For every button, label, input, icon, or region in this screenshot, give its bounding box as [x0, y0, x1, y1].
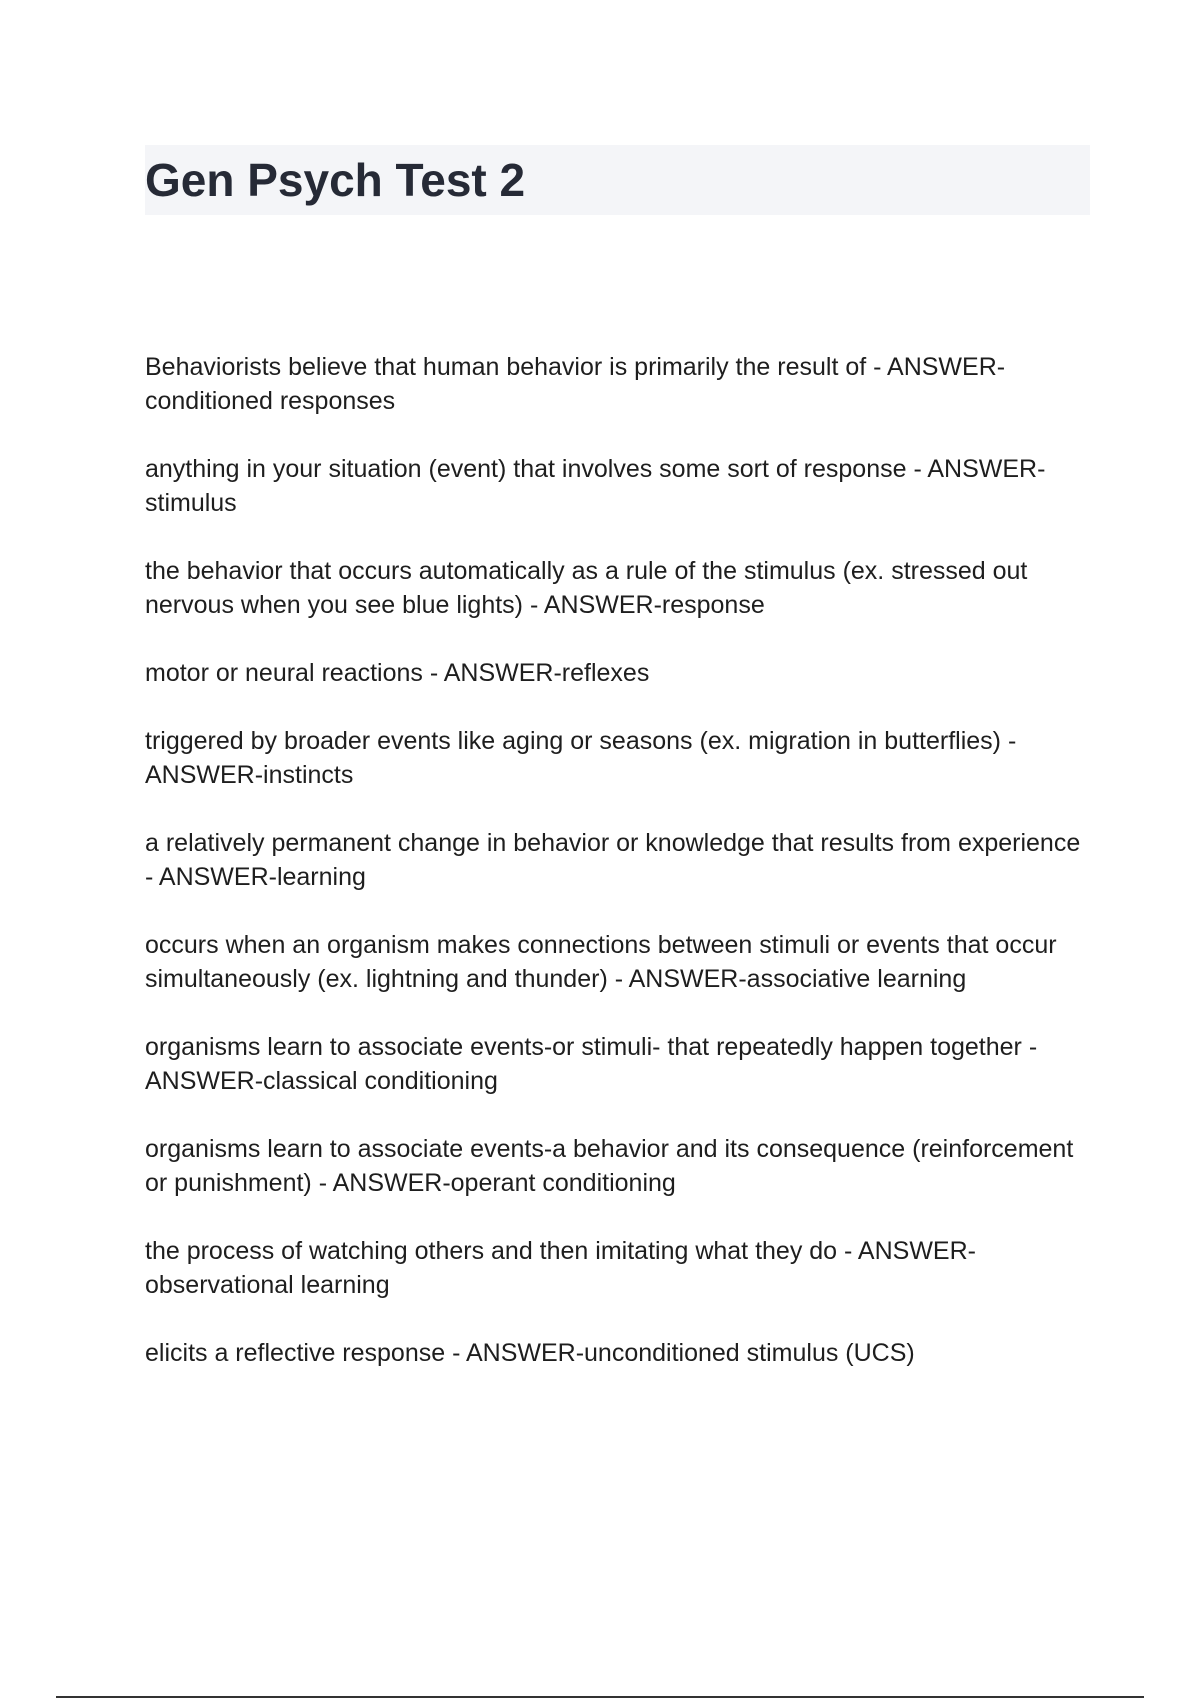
- footer-divider: [56, 1696, 1144, 1698]
- qa-item: motor or neural reactions - ANSWER-reflexes: [145, 659, 650, 687]
- qa-item: the process of watching others and then imitating what they do - ANSWER-observational learning: [145, 1237, 976, 1299]
- title-banner: [145, 145, 1090, 215]
- qa-item: Behaviorists believe that human behavior is primarily the result of - ANSWER-conditioned responses: [145, 353, 1006, 415]
- qa-item: organisms learn to associate events-or stimuli- that repeatedly happen together - ANSWER-classical conditioning: [145, 1033, 1038, 1095]
- qa-list: [145, 350, 1090, 1404]
- qa-item: triggered by broader events like aging or seasons (ex. migration in butterflies) - ANSWER-instincts: [145, 727, 1017, 789]
- qa-item: elicits a reflective response - ANSWER-unconditioned stimulus (UCS): [145, 1339, 915, 1367]
- qa-item: the behavior that occurs automatically as a rule of the stimulus (ex. stressed out nervous when you see blue lights) - ANSWER-response: [145, 557, 1028, 619]
- qa-item: occurs when an organism makes connections between stimuli or events that occur simultaneously (ex. lightning and thunder) - ANSWER-associative learning: [145, 931, 1057, 993]
- qa-item: organisms learn to associate events-a behavior and its consequence (reinforcement or punishment) - ANSWER-operant conditioning: [145, 1135, 1074, 1197]
- qa-item: anything in your situation (event) that involves some sort of response - ANSWER-stimulus: [145, 455, 1046, 517]
- qa-item: a relatively permanent change in behavior or knowledge that results from experience - ANSWER-learning: [145, 829, 1081, 891]
- page-title: Gen Psych Test 2: [145, 154, 526, 206]
